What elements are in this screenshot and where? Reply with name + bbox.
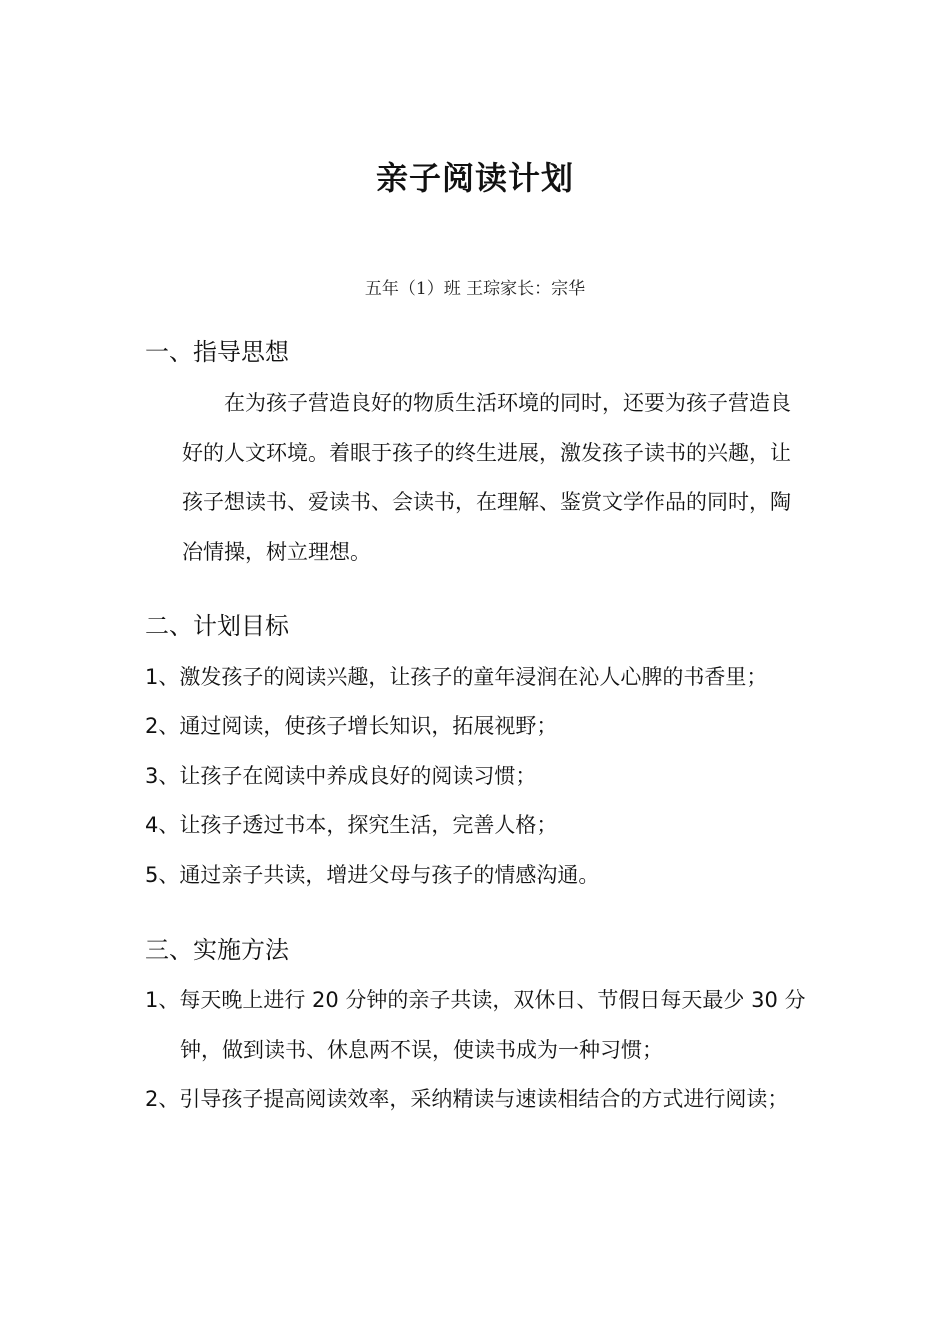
section-heading-plan-goals: 二、计划目标 (145, 612, 289, 640)
list-item: 4、让孩子透过书本，探究生活，完善人格； (145, 813, 558, 837)
document-subtitle: 五年（1）班 王琮家长：宗华 (364, 279, 586, 299)
list-item: 3、让孩子在阅读中养成良好的阅读习惯； (145, 764, 537, 788)
list-item: 1、激发孩子的阅读兴趣，让孩子的童年浸润在沁人心脾的书香里； (145, 665, 768, 689)
document-title: 亲子阅读计划 (375, 159, 574, 197)
section-heading-methods: 三、实施方法 (145, 936, 289, 964)
section-paragraph-guiding-idea: 在为孩子营造良好的物质生活环境的同时，还要为孩子营造良好的人文环境。着眼于孩子的终生进展，激发孩子读书的兴趣，让孩子想读书、爱读书、会读书，在理解、鉴赏文学作品的同时，陶冶情操，树立理想。 (182, 391, 791, 564)
section-heading-guiding-idea: 一、指导思想 (145, 338, 289, 366)
list-item: 1、每天晚上进行 20 分钟的亲子共读，双休日、节假日每天最少 30 分钟，做到读书、休息两不误，使读书成为一种习惯； (145, 988, 806, 1062)
list-item: 2、通过阅读，使孩子增长知识，拓展视野； (145, 714, 558, 738)
list-item: 5、通过亲子共读，增进父母与孩子的情感沟通。 (145, 863, 600, 887)
list-item: 2、引导孩子提高阅读效率，采纳精读与速读相结合的方式进行阅读； (145, 1087, 789, 1111)
